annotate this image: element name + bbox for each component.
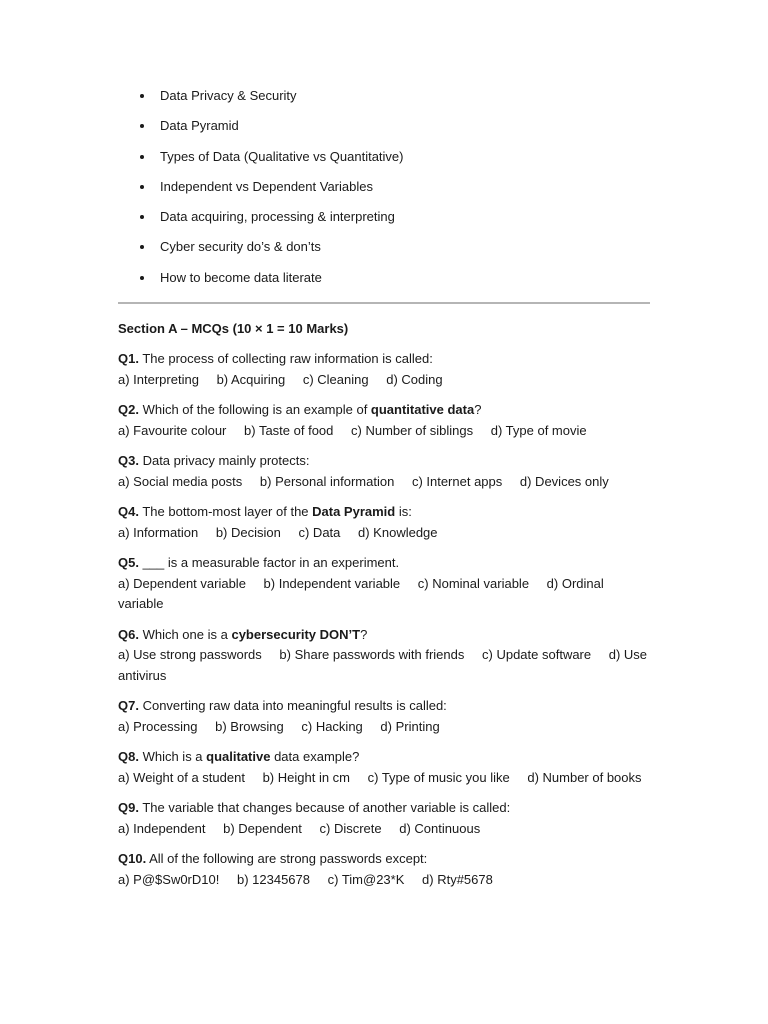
question-7: [118, 696, 650, 737]
question-10: [118, 849, 650, 890]
question-text: Data privacy mainly protects:: [138, 453, 310, 469]
answer-option: a) Dependent variable: [118, 575, 246, 591]
answer-option: d) Type of movie: [490, 422, 587, 438]
answer-option: b) Acquiring: [216, 371, 286, 387]
topic-text: How to become data literate: [160, 269, 322, 285]
question-text: All of the following are strong passwords except:: [146, 851, 428, 867]
question-text: The process of collecting raw information is called:: [138, 351, 433, 367]
option-list: [118, 472, 650, 493]
question-5: [118, 553, 650, 615]
answer-option: c) Type of music you like: [367, 769, 510, 785]
question-number: Q7.: [118, 698, 139, 714]
answer-option: b) Taste of food: [244, 422, 334, 438]
question-number: Q9.: [118, 800, 139, 816]
answer-option: b) Share passwords with friends: [279, 647, 465, 663]
answer-option: a) Favourite colour: [118, 422, 227, 438]
answer-option: c) Discrete: [319, 820, 382, 836]
question-text-end: data example?: [270, 749, 360, 765]
option-list: [118, 370, 650, 391]
topic-item: [118, 116, 650, 146]
question-stem: [118, 696, 650, 717]
question-8: [118, 747, 650, 788]
answer-option: a) Use strong passwords: [118, 647, 262, 663]
answer-option: a) Processing: [118, 718, 198, 734]
option-list: [118, 523, 650, 544]
answer-option: d) Number of books: [527, 769, 642, 785]
bullet-icon: [140, 155, 144, 159]
question-number: Q4.: [118, 504, 139, 520]
question-stem: [118, 849, 650, 870]
option-list: [118, 645, 650, 686]
answer-option: b) Independent variable: [263, 575, 401, 591]
answer-option: c) Data: [298, 524, 341, 540]
bullet-icon: [140, 215, 144, 219]
question-text-end: ?: [360, 626, 368, 642]
answer-option: b) Height in cm: [262, 769, 350, 785]
section-divider: [118, 302, 650, 304]
question-2: [118, 400, 650, 441]
question-text: The variable that changes because of another variable is called:: [138, 800, 511, 816]
answer-option: c) Cleaning: [302, 371, 369, 387]
bullet-icon: [140, 185, 144, 189]
answer-option: a) Interpreting: [118, 371, 199, 387]
answer-option: d) Rty#5678: [422, 871, 493, 887]
option-list: [118, 421, 650, 442]
question-stem: [118, 502, 650, 523]
question-text: ___ is a measurable factor in an experiment.: [138, 555, 400, 571]
question-text: Converting raw data into meaningful results is called:: [138, 698, 447, 714]
bullet-icon: [140, 94, 144, 98]
question-stem: [118, 400, 650, 421]
question-stem: [118, 625, 650, 646]
question-text-end: ?: [474, 402, 482, 418]
bullet-icon: [140, 245, 144, 249]
topic-text: Types of Data (Qualitative vs Quantitative): [160, 148, 404, 164]
question-6: [118, 625, 650, 687]
question-emphasis: Data Pyramid: [312, 504, 396, 520]
answer-option: a) P@$Sw0rD10!: [118, 871, 220, 887]
question-list: [118, 349, 650, 890]
topic-item: [118, 268, 650, 298]
topic-text: Data Pyramid: [160, 118, 239, 134]
section-title: Section A – MCQs (10 × 1 = 10 Marks): [118, 321, 349, 337]
question-text-end: is:: [395, 504, 412, 520]
answer-option: b) 12345678: [236, 871, 310, 887]
bullet-icon: [140, 276, 144, 280]
answer-option: d) Continuous: [399, 820, 481, 836]
question-1: [118, 349, 650, 390]
question-number: Q2.: [118, 402, 139, 418]
topic-item: [118, 86, 650, 116]
answer-option: a) Independent: [118, 820, 206, 836]
answer-option: c) Internet apps: [411, 473, 503, 489]
question-stem: [118, 553, 650, 574]
answer-option: d) Knowledge: [358, 524, 438, 540]
question-number: Q10.: [118, 851, 147, 867]
question-emphasis: qualitative: [206, 749, 271, 765]
question-number: Q1.: [118, 351, 139, 367]
answer-option: a) Social media posts: [118, 473, 243, 489]
question-emphasis: cybersecurity DON’T: [231, 626, 361, 642]
answer-option: b) Personal information: [259, 473, 395, 489]
topic-item: [118, 177, 650, 207]
question-4: [118, 502, 650, 543]
option-list: [118, 768, 650, 789]
question-number: Q3.: [118, 453, 139, 469]
answer-option: d) Devices only: [519, 473, 609, 489]
answer-option: c) Nominal variable: [417, 575, 530, 591]
answer-option: c) Number of siblings: [351, 422, 474, 438]
question-emphasis: quantitative data: [370, 402, 475, 418]
option-list: [118, 819, 650, 840]
topic-item: [118, 237, 650, 267]
answer-option: b) Dependent: [223, 820, 302, 836]
question-number: Q8.: [118, 749, 139, 765]
question-text: Which of the following is an example of: [138, 402, 371, 418]
answer-option: d) Printing: [380, 718, 440, 734]
question-text: The bottom-most layer of the: [138, 504, 313, 520]
bullet-icon: [140, 124, 144, 128]
answer-option: d) Ordinal variable: [118, 575, 604, 612]
topic-item: [118, 147, 650, 177]
question-3: [118, 451, 650, 492]
question-stem: [118, 747, 650, 768]
topic-text: Cyber security do’s & don’ts: [160, 239, 321, 255]
answer-option: d) Coding: [386, 371, 443, 387]
answer-option: c) Update software: [482, 647, 592, 663]
answer-option: b) Browsing: [215, 718, 284, 734]
answer-option: a) Weight of a student: [118, 769, 245, 785]
answer-option: b) Decision: [215, 524, 281, 540]
option-list: [118, 870, 650, 891]
question-text: Which is a: [138, 749, 207, 765]
topic-text: Data acquiring, processing & interpreting: [160, 209, 395, 225]
topic-list: [118, 86, 650, 298]
topic-item: [118, 207, 650, 237]
question-9: [118, 798, 650, 839]
answer-option: d) Use antivirus: [118, 647, 648, 683]
question-stem: [118, 798, 650, 819]
question-number: Q5.: [118, 555, 139, 571]
question-stem: [118, 349, 650, 370]
topic-text: Independent vs Dependent Variables: [160, 178, 373, 194]
answer-option: a) Information: [118, 524, 199, 540]
question-stem: [118, 451, 650, 472]
answer-option: c) Hacking: [301, 718, 363, 734]
question-text: Which one is a: [138, 626, 232, 642]
option-list: [118, 574, 650, 615]
question-number: Q6.: [118, 626, 139, 642]
document-page: [118, 86, 650, 890]
topic-text: Data Privacy & Security: [160, 88, 297, 103]
answer-option: c) Tim@23*K: [327, 871, 405, 887]
option-list: [118, 717, 650, 738]
